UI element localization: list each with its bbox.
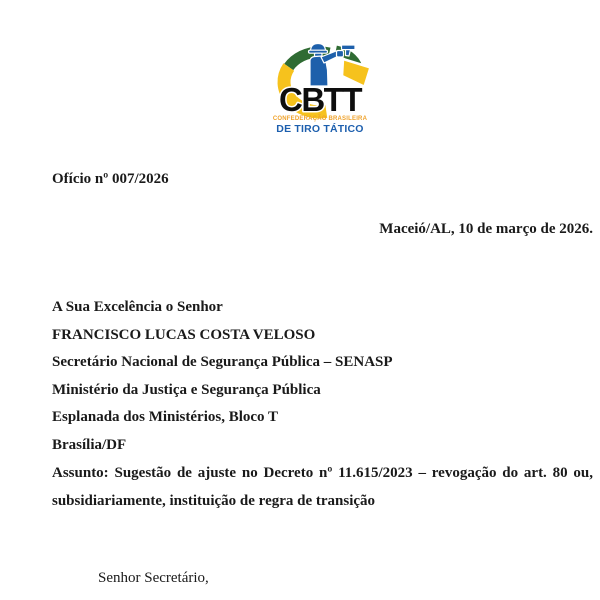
recipient-title: Secretário Nacional de Segurança Pública – SENASP [52,354,393,370]
shooter-helmet [311,44,326,51]
recipient-city: Brasília/DF [52,436,127,453]
subject-block [52,459,593,515]
pistol-grip [346,50,351,56]
cbtt-logo [258,40,384,138]
recipient-salutation: A Sua Excelência o Senhor [52,299,223,315]
greeting: Senhor Secretário, [98,570,209,586]
recipient-ministry: Ministério da Justiça e Segurança Pública [52,381,321,398]
logo-caption-line1: CONFEDERAÇÃO BRASILEIRA [272,116,368,122]
recipient-block [52,294,393,459]
dateline: Maceió/AL, 10 de março de 2026. [379,221,593,237]
pistol-slide [342,45,356,50]
shooter-hands [337,51,344,58]
logo-caption-line2: DE TIRO TÁTICO [276,123,364,135]
subject-line-2: subsidiariamente, instituição de regra de transição [52,493,376,509]
document-reference: Ofício nº 007/2026 [52,171,169,187]
cbtt-logo-graphic [258,40,384,138]
subject-line-1: Assunto: Sugestão de ajuste no Decreto nº 11.615/2023 – revogação do art. 80 ou, [52,465,593,481]
logo-acronym: CBTT [279,81,361,118]
recipient-name: FRANCISCO LUCAS COSTA VELOSO [52,326,316,343]
recipient-address: Esplanada dos Ministérios, Bloco T [52,409,279,425]
